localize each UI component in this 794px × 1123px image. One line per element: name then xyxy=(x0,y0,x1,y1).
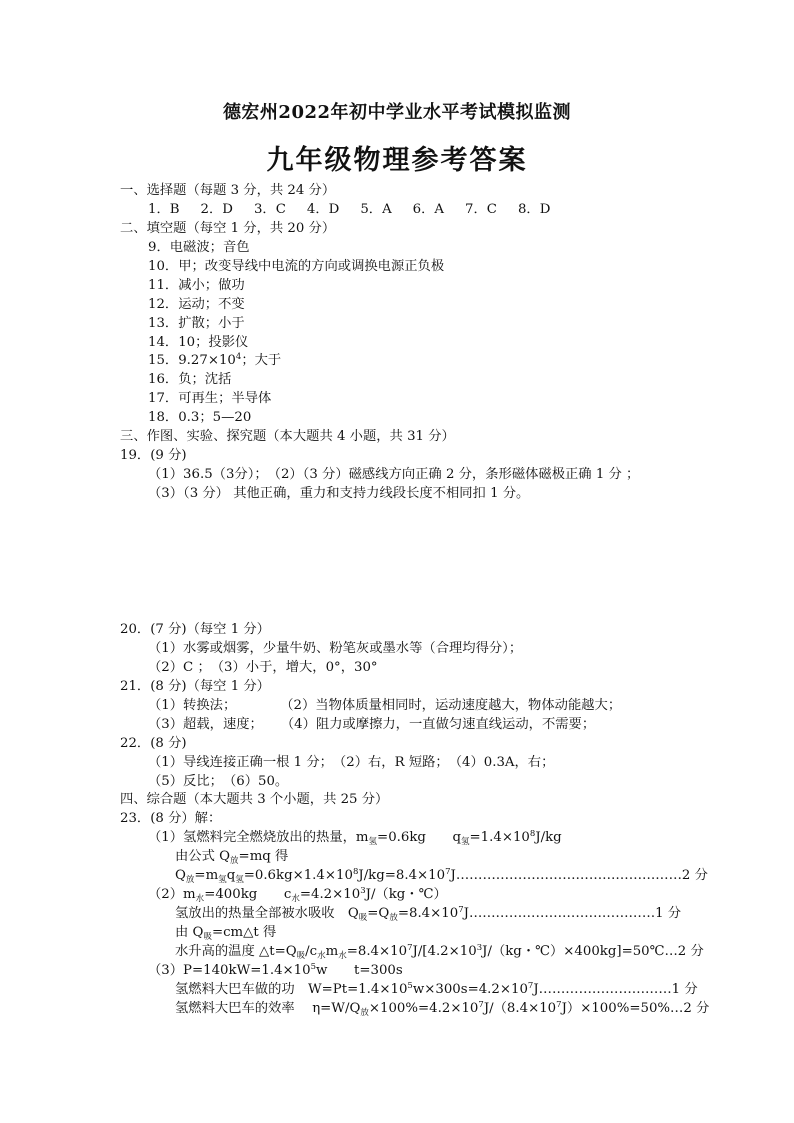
q23-part1-line: $Q_放=m_氢q_氢=0.6kg\times 1.4\times 10^8J/kg=8.4\times 10^7J\dots\dots\dots\dots\dots\dots\dots\dots\dots\dots\dots\dots\dots\dots\dots\dots\dots 2$ 分 xyxy=(175,867,708,885)
choice-answer: 5．A xyxy=(360,202,392,217)
document-subtitle: 九年级物理参考答案 xyxy=(266,145,528,176)
q23-part2-line: 水升高的温度 $\triangle t=Q_吸/c_水m_水=8.4\times 10^7J/[4.2\times 10^3J/(kg$・℃）×400kg]=50℃…2 分 xyxy=(175,943,704,961)
q22-answer-line: （5）反比； （6）50。 xyxy=(148,774,289,789)
q23-part2-line: $(2)m_水=400kg$ $c_水=4.2\times 10^3J/(kg$・℃） xyxy=(148,886,447,904)
q23-part2-line: 由 $Q_吸=cm\triangle t$ 得 xyxy=(175,925,277,942)
fill-answer-9: 9．电磁波；音色 xyxy=(148,240,250,255)
q23-part3-line: 氢燃料大巴车的效率 $\eta=W/Q_放\times 100\%=4.2\times 10^7J/(8.4\times 10^7J)\times 100\%=50\%\dots 2$ 分 xyxy=(175,1000,710,1018)
choice-answer: 4．D xyxy=(306,202,340,217)
section-1-heading: 一、选择题（每题 3 分，共 24 分） xyxy=(120,183,336,198)
q22-heading: 22．(8 分) xyxy=(120,736,187,751)
q23-part3-line: 氢燃料大巴车做的功 $W=Pt=1.4\times 10^5w\times 300s=4.2\times 10^7J\dots\dots\dots\dots\dots\dots\dots\dots\dots\dots 1$ 分 xyxy=(175,981,698,997)
q23-part1-line: 由公式 $Q_放=mq$ 得 xyxy=(175,849,289,866)
q20-answer-line: （1）水雾或烟雾，少量牛奶、粉笔灰或墨水等（合理均得分）； xyxy=(148,641,523,656)
section-3-heading: 三、作图、实验、探究题（本大题共 4 小题，共 31 分） xyxy=(120,429,455,444)
fill-answer-11: 11．减小；做功 xyxy=(148,278,245,293)
fill-answer-16: 16．负；沈括 xyxy=(148,372,232,387)
fill-answer-15: 15．$9.27\times 10^4$；大于 xyxy=(148,352,282,368)
choice-answer: 6．A xyxy=(412,202,445,217)
q23-part2-line: 氢放出的热量全部被水吸收 $Q_吸=Q_放=8.4\times 10^7J\dots\dots\dots\dots\dots\dots\dots\dots\dots\dots\dots\dots\dots\dots 1$ 分 xyxy=(175,905,682,923)
fill-answer-13: 13．扩散；小于 xyxy=(148,316,245,331)
q23-part3-line: $(3)P=140kW=1.4\times 10^5w$ t=300s xyxy=(148,962,403,978)
q20-heading: 20．(7 分)（每空 1 分） xyxy=(120,622,270,637)
choice-answer: 1．B xyxy=(148,202,180,217)
choice-answers-row xyxy=(148,201,550,219)
q19-answer-line: （1）36.5（3分）； （2）（3 分）磁感线方向正确 2 分，条形磁体磁极正确 1 分 ； xyxy=(148,467,640,482)
q22-answer-line: （1）导线连接正确一根 1 分； （2）右，R 短路； （4）0.3A，右； xyxy=(148,755,555,770)
choice-answer: 3．C xyxy=(253,202,286,217)
choice-answer: 8．D xyxy=(517,202,551,217)
fill-answer-14: 14．10；投影仪 xyxy=(148,335,249,350)
fill-answer-18: 18．0.3；5—20 xyxy=(148,410,252,425)
q21-answer-line: （1）转换法； （2）当物体质量相同时，运动速度越大，物体动能越大； xyxy=(148,698,622,713)
q20-answer-line: （2）C ； （3）小于，增大，0°，30° xyxy=(148,660,378,675)
q23-part1-line: （1）氢燃料完全燃烧放出的热量，$m_氢=0.6kg$ $q_氢=1.4\times 10^8J/kg$ xyxy=(148,829,562,847)
section-4-heading: 四、综合题（本大题共 3 个小题，共 25 分） xyxy=(120,792,389,807)
q19-heading: 19．(9 分) xyxy=(120,448,187,463)
fill-answer-10: 10．甲；改变导线中电流的方向或调换电源正负极 xyxy=(148,259,445,274)
section-2-heading: 二、填空题（每空 1 分，共 20 分） xyxy=(120,221,336,236)
choice-answer: 7．C xyxy=(465,202,497,217)
q19-answer-line: （3）（3 分） 其他正确，重力和支持力线段长度不相同扣 1 分。 xyxy=(148,486,530,501)
fill-answer-17: 17．可再生；半导体 xyxy=(148,391,272,406)
q21-heading: 21．(8 分)（每空 1 分） xyxy=(120,679,270,694)
q21-answer-line: （3）超载，速度； （4）阻力或摩擦力，一直做匀速直线运动，不需要； xyxy=(148,717,596,732)
choice-answer: 2．D xyxy=(200,202,233,217)
fill-answer-12: 12．运动；不变 xyxy=(148,297,245,312)
document-title: 德宏州2022年初中学业水平考试模拟监测 xyxy=(222,102,572,123)
q23-heading: 23．(8 分）解： xyxy=(120,811,222,826)
